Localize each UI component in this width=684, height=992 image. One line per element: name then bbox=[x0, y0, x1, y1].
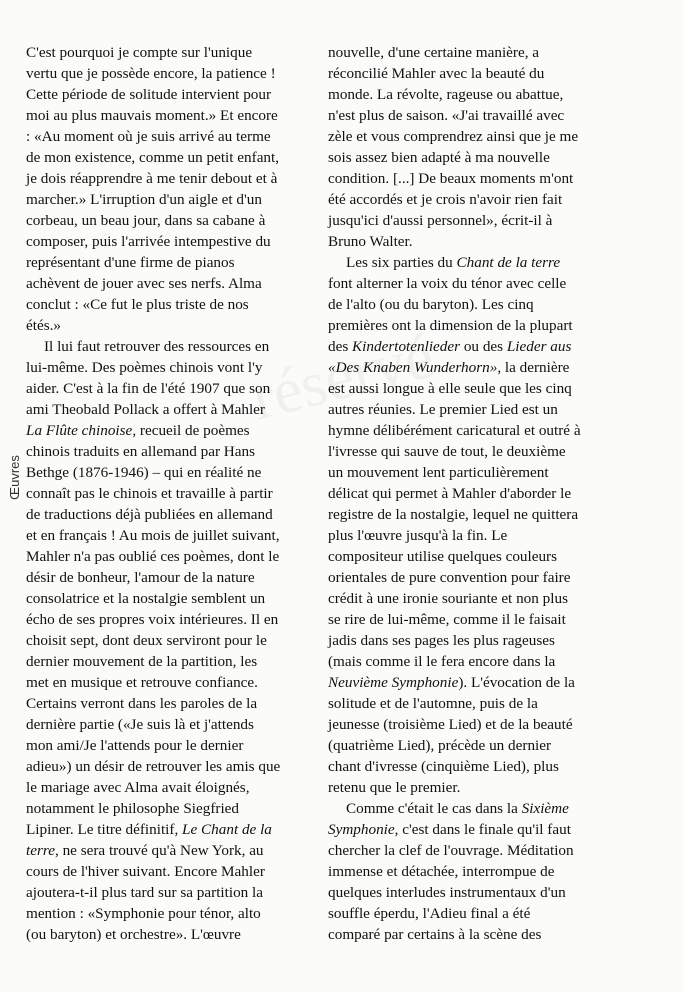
text-line bbox=[328, 651, 658, 672]
text-line bbox=[26, 126, 311, 147]
text-line bbox=[26, 651, 311, 672]
text-line bbox=[26, 714, 311, 735]
italic-title: Kindertotenlieder bbox=[352, 338, 461, 355]
text-segment: comparé par certains à la scène des bbox=[328, 926, 542, 943]
text-line bbox=[328, 420, 658, 441]
text-segment: Cette période de solitude intervient pour bbox=[26, 86, 272, 103]
text-segment: solitude et de l'automne, puis de la bbox=[328, 695, 538, 712]
text-segment: monde. La révolte, rageuse ou abattue, bbox=[328, 86, 564, 103]
text-line bbox=[26, 630, 311, 651]
text-segment: immense et détachée, interrompue de bbox=[328, 863, 555, 880]
text-line bbox=[328, 483, 658, 504]
text-segment: réconcilié Mahler avec la beauté du bbox=[328, 65, 545, 82]
italic-title: «Des Knaben Wunderhorn» bbox=[328, 359, 498, 376]
text-segment: cours de l'hiver suivant. Encore Mahler bbox=[26, 863, 265, 880]
text-segment: adieu») un désir de retrouver les amis que bbox=[26, 758, 281, 775]
text-segment: chant d'ivresse (cinquième Lied), plus bbox=[328, 758, 559, 775]
text-segment: Comme c'était le cas dans la bbox=[346, 800, 522, 817]
text-segment: désir de bonheur, l'amour de la nature bbox=[26, 569, 255, 586]
text-segment: je dois réapprendre à me tenir debout et à bbox=[26, 170, 278, 187]
text-line bbox=[328, 672, 658, 693]
text-segment: marcher.» L'irruption d'un aigle et d'un bbox=[26, 191, 262, 208]
text-segment: , recueil de poèmes bbox=[132, 422, 250, 439]
text-line bbox=[26, 882, 311, 903]
text-line bbox=[328, 756, 658, 777]
text-line bbox=[26, 777, 311, 798]
text-segment: connaît pas le chinois et travaille à partir bbox=[26, 485, 273, 502]
italic-title: Le Chant de la bbox=[182, 821, 272, 838]
text-segment: Bruno Walter. bbox=[328, 233, 413, 250]
text-segment: mention : «Symphonie pour ténor, alto bbox=[26, 905, 261, 922]
text-segment: n'est plus de saison. «J'ai travaillé avec bbox=[328, 107, 565, 124]
text-line bbox=[26, 168, 311, 189]
text-segment: étés.» bbox=[26, 317, 62, 334]
text-segment: de mon existence, comme un petit enfant, bbox=[26, 149, 280, 166]
side-section-label: Œuvres bbox=[6, 455, 22, 500]
text-segment: Bethge (1876-1946) – qui en réalité ne bbox=[26, 464, 262, 481]
text-line bbox=[26, 693, 311, 714]
italic-title: Neuvième Symphonie bbox=[328, 674, 459, 691]
text-line bbox=[328, 378, 658, 399]
italic-title: La Flûte chinoise bbox=[26, 422, 133, 439]
text-line bbox=[26, 378, 311, 399]
text-segment: moi au plus mauvais moment.» Et encore bbox=[26, 107, 278, 124]
text-segment: un mouvement lent particulièrement bbox=[328, 464, 549, 481]
text-line bbox=[26, 735, 311, 756]
text-line bbox=[328, 840, 658, 861]
text-segment: l'ivresse qui sauve de tout, le deuxième bbox=[328, 443, 566, 460]
text-line bbox=[328, 882, 658, 903]
text-line bbox=[328, 84, 658, 105]
text-line bbox=[26, 147, 311, 168]
text-line bbox=[26, 567, 311, 588]
text-segment: lui-même. Des poèmes chinois vont l'y bbox=[26, 359, 263, 376]
text-line bbox=[26, 861, 311, 882]
text-segment: (mais comme il le fera encore dans la bbox=[328, 653, 556, 670]
text-segment: mon ami/Je l'attends pour le dernier bbox=[26, 737, 244, 754]
text-segment: notamment le philosophe Siegfried bbox=[26, 800, 240, 817]
italic-title: Chant de la terre bbox=[456, 254, 561, 271]
italic-title: Symphonie bbox=[328, 821, 395, 838]
text-line bbox=[328, 714, 658, 735]
text-segment: été accordés et je crois n'avoir rien fait bbox=[328, 191, 563, 208]
text-segment: Lipiner. Le titre définitif, bbox=[26, 821, 183, 838]
text-line bbox=[26, 294, 311, 315]
text-line bbox=[328, 504, 658, 525]
text-line bbox=[328, 357, 658, 378]
text-line bbox=[328, 231, 658, 252]
text-segment: registre de la nostalgie, lequel ne quittera bbox=[328, 506, 579, 523]
text-line bbox=[26, 483, 311, 504]
text-segment: ami Theobald Pollack a offert à Mahler bbox=[26, 401, 265, 418]
text-line bbox=[328, 861, 658, 882]
text-line bbox=[26, 588, 311, 609]
text-line bbox=[26, 441, 311, 462]
text-line bbox=[26, 420, 311, 441]
text-segment: souffle éperdu, l'Adieu final a été bbox=[328, 905, 531, 922]
text-line bbox=[26, 210, 311, 231]
text-line bbox=[328, 693, 658, 714]
text-line bbox=[26, 798, 311, 819]
text-segment: retenu que le premier. bbox=[328, 779, 461, 796]
left-column bbox=[26, 42, 311, 945]
text-line bbox=[26, 399, 311, 420]
text-line bbox=[26, 63, 311, 84]
text-segment: est aussi longue à elle seule que les cinq bbox=[328, 380, 572, 397]
text-line bbox=[26, 42, 311, 63]
text-line bbox=[328, 903, 658, 924]
text-line bbox=[328, 399, 658, 420]
text-segment: autres réunies. Le premier Lied est un bbox=[328, 401, 558, 418]
text-line bbox=[328, 777, 658, 798]
text-segment: de l'alto (ou du baryton). Les cinq bbox=[328, 296, 534, 313]
text-segment: Les six parties du bbox=[346, 254, 457, 271]
text-segment: , c'est dans le finale qu'il faut bbox=[394, 821, 571, 838]
text-line bbox=[328, 210, 658, 231]
text-line bbox=[328, 525, 658, 546]
text-segment: jeunesse (troisième Lied) et de la beauté bbox=[328, 716, 573, 733]
text-segment: (ou baryton) et orchestre». L'œuvre bbox=[26, 926, 241, 943]
text-segment: corbeau, un beau jour, dans sa cabane à bbox=[26, 212, 266, 229]
text-segment: sois assez bien adapté à ma nouvelle bbox=[328, 149, 550, 166]
text-segment: : «Au moment où je suis arrivé au terme bbox=[26, 128, 271, 145]
text-line bbox=[26, 189, 311, 210]
text-segment: font alterner la voix du ténor avec celle bbox=[328, 275, 567, 292]
text-segment: Certains verront dans les paroles de la bbox=[26, 695, 258, 712]
text-segment: composer, puis l'arrivée intempestive du bbox=[26, 233, 271, 250]
text-segment: dernière partie («Je suis là et j'attends bbox=[26, 716, 254, 733]
text-segment: orientales de pure convention pour faire bbox=[328, 569, 571, 586]
text-segment: nouvelle, d'une certaine manière, a bbox=[328, 44, 540, 61]
text-line bbox=[26, 273, 311, 294]
text-segment: premières ont la dimension de la plupart bbox=[328, 317, 573, 334]
text-line bbox=[26, 357, 311, 378]
text-segment: (quatrième Lied), précède un dernier bbox=[328, 737, 552, 754]
text-line bbox=[328, 189, 658, 210]
text-line bbox=[328, 315, 658, 336]
italic-title: Sixième bbox=[521, 800, 569, 817]
text-line bbox=[26, 315, 311, 336]
text-segment: Mahler n'a pas oublié ces poèmes, dont le bbox=[26, 548, 280, 565]
text-line bbox=[26, 609, 311, 630]
text-segment: des bbox=[328, 338, 353, 355]
text-segment: , la dernière bbox=[497, 359, 570, 376]
text-line bbox=[328, 924, 658, 945]
text-line bbox=[328, 609, 658, 630]
text-line bbox=[328, 252, 658, 273]
text-segment: chercher la clef de l'ouvrage. Méditation bbox=[328, 842, 574, 859]
text-line bbox=[328, 294, 658, 315]
text-segment: choisit sept, dont deux serviront pour le bbox=[26, 632, 267, 649]
text-segment: quelques interludes instrumentaux d'un bbox=[328, 884, 566, 901]
text-segment: consolatrice et la nostalgie semblent un bbox=[26, 590, 266, 607]
text-line bbox=[26, 546, 311, 567]
italic-title: Lieder aus bbox=[506, 338, 572, 355]
text-segment: conclut : «Ce fut le plus triste de nos bbox=[26, 296, 249, 313]
text-line bbox=[26, 105, 311, 126]
text-segment: se rire de lui-même, comme il le faisait bbox=[328, 611, 566, 628]
text-line bbox=[328, 819, 658, 840]
text-line bbox=[328, 126, 658, 147]
text-line bbox=[328, 168, 658, 189]
text-line bbox=[328, 630, 658, 651]
text-segment: jusqu'ici d'aussi personnel», écrit-il à bbox=[328, 212, 553, 229]
text-line bbox=[26, 903, 311, 924]
text-line bbox=[328, 567, 658, 588]
text-segment: ou des bbox=[460, 338, 507, 355]
text-segment: vertu que je possède encore, la patience ! bbox=[26, 65, 276, 82]
text-segment: représentant d'une firme de pianos bbox=[26, 254, 235, 271]
italic-title: terre bbox=[26, 842, 55, 859]
text-line bbox=[26, 672, 311, 693]
text-line bbox=[26, 84, 311, 105]
text-segment: crédit à une ironie souriante et non plus bbox=[328, 590, 568, 607]
text-line bbox=[328, 462, 658, 483]
text-segment: hymne délibérément caricatural et outré à bbox=[328, 422, 581, 439]
text-segment: zèle et vous comprendrez ainsi que je me bbox=[328, 128, 579, 145]
text-segment: délicat qui permet à Mahler d'aborder le bbox=[328, 485, 572, 502]
text-segment: plus l'œuvre jusqu'à la fin. Le bbox=[328, 527, 508, 544]
text-line bbox=[328, 798, 658, 819]
text-line bbox=[26, 924, 311, 945]
text-segment: met en musique et retrouve confiance. bbox=[26, 674, 258, 691]
text-line bbox=[26, 756, 311, 777]
text-segment: aider. C'est à la fin de l'été 1907 que son bbox=[26, 380, 271, 397]
text-line bbox=[328, 105, 658, 126]
text-segment: C'est pourquoi je compte sur l'unique bbox=[26, 44, 253, 61]
text-line bbox=[26, 525, 311, 546]
text-segment: jadis dans ses pages les plus rageuses bbox=[328, 632, 555, 649]
text-line bbox=[328, 441, 658, 462]
right-column bbox=[328, 42, 658, 945]
text-segment: et en français ! Au mois de juillet suivant, bbox=[26, 527, 280, 544]
text-line bbox=[26, 840, 311, 861]
text-line bbox=[328, 735, 658, 756]
text-line bbox=[328, 546, 658, 567]
text-line bbox=[328, 588, 658, 609]
text-segment: Il lui faut retrouver des ressources en bbox=[44, 338, 270, 355]
text-line bbox=[328, 63, 658, 84]
text-segment: , ne sera trouvé qu'à New York, au bbox=[54, 842, 264, 859]
text-line bbox=[328, 147, 658, 168]
text-line bbox=[328, 42, 658, 63]
text-line bbox=[26, 462, 311, 483]
text-segment: condition. [...] De beaux moments m'ont bbox=[328, 170, 574, 187]
text-segment: dernier mouvement de la partition, les bbox=[26, 653, 258, 670]
text-line bbox=[328, 273, 658, 294]
text-line bbox=[26, 231, 311, 252]
text-segment: le mariage avec Alma avait éloignés, bbox=[26, 779, 250, 796]
text-segment: achèvent de jouer avec ses nerfs. Alma bbox=[26, 275, 262, 292]
text-segment: écho de ses propres voix intérieures. Il en bbox=[26, 611, 279, 628]
text-line bbox=[26, 819, 311, 840]
text-segment: ajoutera-t-il plus tard sur sa partition la bbox=[26, 884, 264, 901]
text-segment: chinois traduits en allemand par Hans bbox=[26, 443, 256, 460]
text-segment: ). L'évocation de la bbox=[458, 674, 575, 691]
text-line bbox=[26, 504, 311, 525]
text-line bbox=[328, 336, 658, 357]
text-line bbox=[26, 336, 311, 357]
text-segment: de traductions déjà publiées en allemand bbox=[26, 506, 273, 523]
text-segment: compositeur utilise quelques couleurs bbox=[328, 548, 558, 565]
text-line bbox=[26, 252, 311, 273]
